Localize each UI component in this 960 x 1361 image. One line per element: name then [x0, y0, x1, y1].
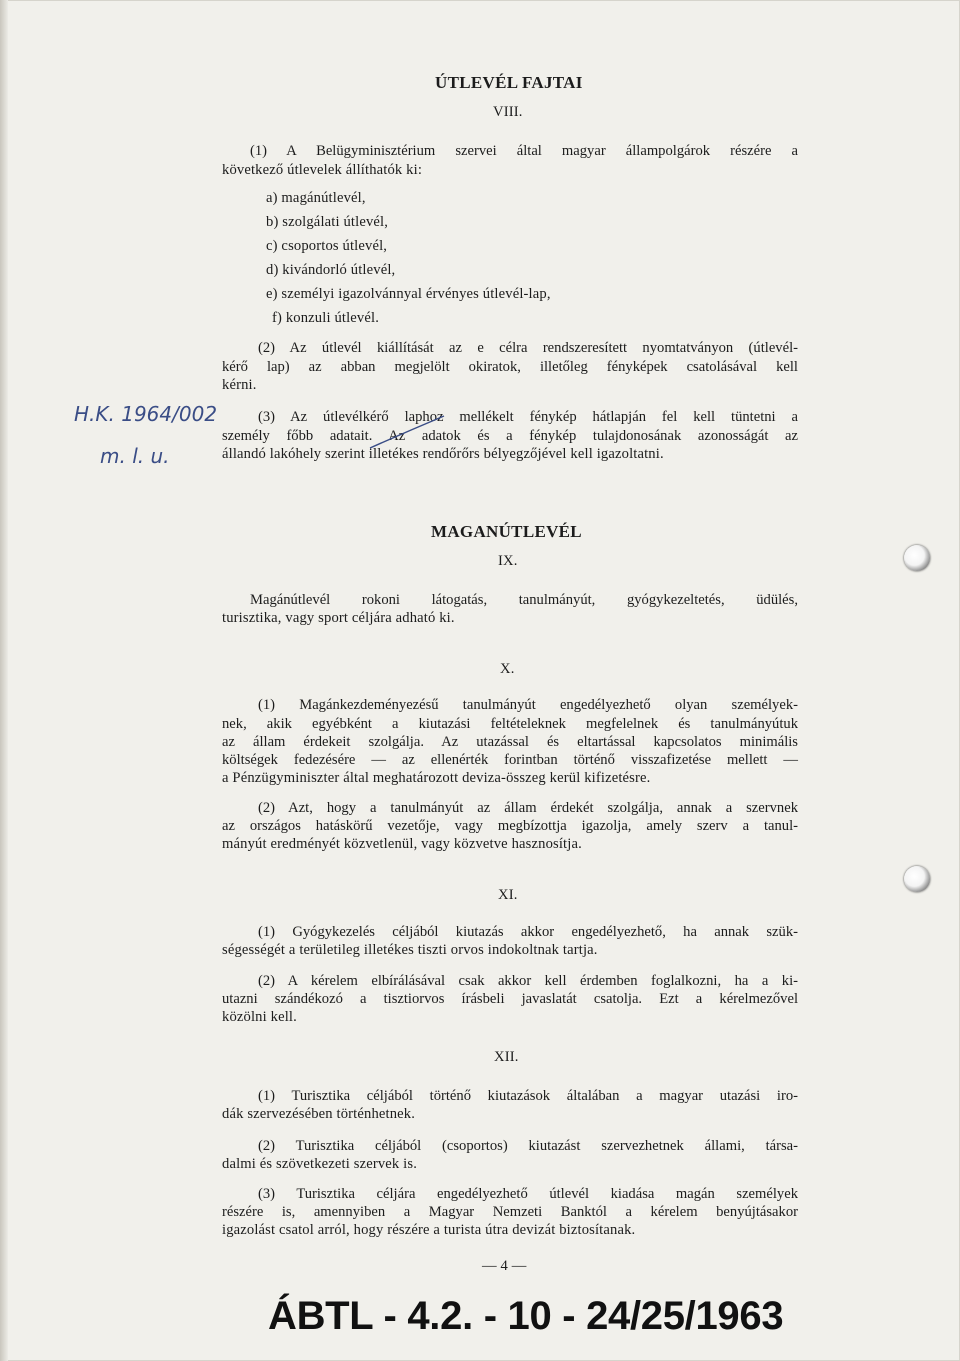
- paragraph-line: az állam érdekeit szolgálja. Az utazással és eltartással kapcsolatos minimális: [222, 734, 798, 750]
- paragraph-line: (1) Turisztika céljából történő kiutazások általában a magyar utazási iro-: [258, 1088, 798, 1104]
- handwritten-note: H.K. 1964/002: [74, 402, 218, 426]
- paragraph-line: turisztika, vagy sport céljára adható ki.: [222, 610, 455, 626]
- punch-hole-bottom: [904, 866, 930, 892]
- section-title-utlevel-fajtai: ÚTLEVÉL FAJTAI: [435, 73, 583, 92]
- paragraph-line: az országos hatáskörű vezetője, vagy megbízottja igazolja, amely szerv a tanul-: [222, 818, 798, 834]
- paragraph-line: utazni szándékozó a tisztiorvos írásbeli javaslatát csatolja. Ezt a kérelmezővel: [222, 991, 798, 1007]
- list-item: c) csoportos útlevél,: [266, 238, 388, 254]
- paragraph-line: személy főbb adatait. Az adatok és a fénykép tulajdonosának azonosságát az: [222, 428, 798, 444]
- page-edge: [0, 0, 8, 1361]
- page-number: — 4 —: [482, 1258, 527, 1274]
- list-item: d) kivándorló útlevél,: [266, 262, 396, 278]
- paragraph-line: (1) Gyógykezelés céljából kiutazás akkor engedélyezhető, ha annak szük-: [258, 924, 798, 940]
- paragraph-line: következő útlevelek állíthatók ki:: [222, 162, 423, 178]
- section-numeral-xi: XI.: [498, 887, 518, 903]
- handwritten-stroke: [368, 412, 448, 452]
- paragraph-line: közölni kell.: [222, 1009, 297, 1025]
- section-title-maganutlevel: MAGANÚTLEVÉL: [431, 522, 582, 541]
- paragraph-line: (3) Turisztika céljára engedélyezhető útlevél kiadása magán személyek: [258, 1186, 798, 1202]
- paragraph-line: (1) A Belügyminisztérium szervei által magyar állampolgárok részére a: [250, 143, 798, 159]
- paragraph-line: (2) Azt, hogy a tanulmányút az állam érdekét szolgálja, annak a szervnek: [258, 800, 798, 816]
- paragraph-line: részére is, amennyiben a Magyar Nemzeti Banktól a kérelem benyújtásakor: [222, 1204, 798, 1220]
- paragraph-line: dák szervezésében történhetnek.: [222, 1106, 416, 1122]
- list-item: f) konzuli útlevél.: [272, 310, 380, 326]
- list-item: a) magánútlevél,: [266, 190, 366, 206]
- paragraph-line: Magánútlevél rokoni látogatás, tanulmányút, gyógykezeltetés, üdülés,: [250, 592, 798, 608]
- paragraph-line: (2) Turisztika céljából (csoportos) kiutazást szervezhetnek állami, társa-: [258, 1138, 798, 1154]
- archive-code: ÁBTL - 4.2. - 10 - 24/25/1963: [268, 1294, 784, 1338]
- paragraph-line: (2) A kérelem elbírálásával csak akkor kell érdemben foglalkozni, ha a ki-: [258, 973, 798, 989]
- paragraph-line: mányút eredményét közvetlenül, vagy közvetve hasznosítja.: [222, 836, 582, 852]
- paragraph-line: költségek fedezésére — az ellenérték forintban történő visszafizetése mellett —: [222, 752, 798, 768]
- paragraph-line: a Pénzügyminiszter által meghatározott deviza-összeg kerül kifizetésre.: [222, 770, 651, 786]
- paragraph-line: kérő lap) az abban megjelölt okiratok, illetőleg fényképek csatolásával kell: [222, 359, 798, 375]
- paragraph-line: (3) Az útlevélkérő laphoz mellékelt fénykép hátlapján fel kell tüntetni a: [258, 409, 798, 425]
- paragraph-line: állandó lakóhely szerint illetékes rendőrőrs bélyegzőjével kell igazoltatni.: [222, 446, 664, 462]
- section-numeral-xii: XII.: [494, 1049, 519, 1065]
- section-numeral-x: X.: [500, 661, 515, 677]
- paragraph-line: igazolást csatol arról, hogy részére a turista útra devizát biztosítanak.: [222, 1222, 636, 1238]
- handwritten-note: m. l. u.: [100, 444, 170, 468]
- section-numeral-viii: VIII.: [493, 104, 523, 120]
- paragraph-line: kérni.: [222, 377, 257, 393]
- punch-hole-top: [904, 545, 930, 571]
- paragraph-line: dalmi és szövetkezeti szervek is.: [222, 1156, 418, 1172]
- paragraph-line: (1) Magánkezdeményezésű tanulmányút engedélyezhető olyan személyek-: [258, 697, 798, 713]
- list-item: e) személyi igazolvánnyal érvényes útlevél-lap,: [266, 286, 551, 302]
- paragraph-line: ségességét a területileg illetékes tiszti orvos indokoltnak tartja.: [222, 942, 598, 958]
- paragraph-line: (2) Az útlevél kiállítását az e célra rendszeresített nyomtatványon (útlevél-: [258, 340, 798, 356]
- paragraph-line: nek, akik egyébként a kiutazási feltételeknek megfelelnek és tanulmányútuk: [222, 716, 798, 732]
- section-numeral-ix: IX.: [498, 553, 518, 569]
- list-item: b) szolgálati útlevél,: [266, 214, 389, 230]
